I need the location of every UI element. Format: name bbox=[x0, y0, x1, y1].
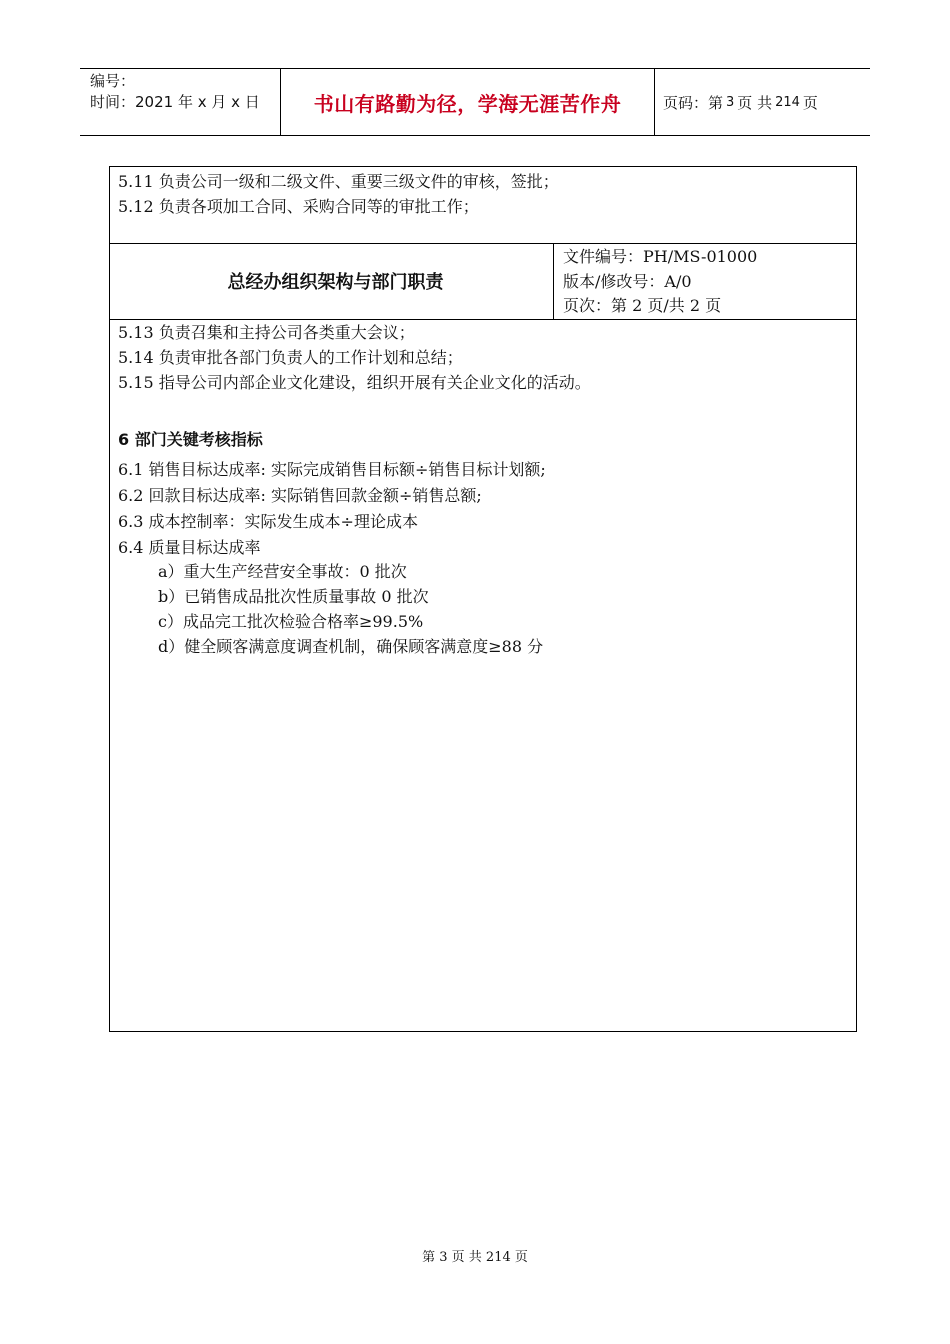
page-mid: 页 共 bbox=[737, 93, 773, 112]
kpi-sub-item: b）已销售成品批次性质量事故 0 批次 bbox=[158, 587, 429, 606]
file-number: 文件编号：PH/MS-01000 bbox=[563, 247, 758, 266]
section-heading: 6 部门关键考核指标 bbox=[118, 430, 263, 449]
duty-line: 5.12 负责各项加工合同、采购合同等的审批工作； bbox=[118, 197, 479, 216]
header-page-info bbox=[655, 69, 870, 135]
page-header bbox=[80, 68, 870, 136]
kpi-line: 6.3 成本控制率：实际发生成本÷理论成本 bbox=[118, 512, 418, 531]
document-title-row bbox=[110, 243, 856, 320]
kpi-sub-item: c）成品完工批次检验合格率≥99.5% bbox=[158, 612, 424, 631]
kpi-line: 6.2 回款目标达成率: 实际销售回款金额÷销售总额; bbox=[118, 486, 482, 505]
kpi-sub-item: d）健全顾客满意度调查机制，确保顾客满意度≥88 分 bbox=[158, 637, 544, 656]
continued-duties-block bbox=[110, 167, 856, 244]
duty-line: 5.13 负责召集和主持公司各类重大会议； bbox=[118, 323, 415, 342]
document-title: 总经办组织架构与部门职责 bbox=[227, 272, 444, 293]
duty-line: 5.15 指导公司内部企业文化建设，组织开展有关企业文化的活动。 bbox=[118, 373, 591, 392]
header-slogan: 书山有路勤为径，学海无涯苦作舟 bbox=[313, 91, 622, 116]
version-number: 版本/修改号：A/0 bbox=[563, 271, 692, 291]
document-frame bbox=[109, 166, 857, 1032]
page-total: 214 bbox=[775, 94, 800, 110]
page-footer: 第 3 页 共 214 页 bbox=[422, 1250, 528, 1265]
document-title-cell bbox=[110, 243, 554, 319]
header-center-cell bbox=[281, 69, 655, 135]
page-count: 页次：第 2 页/共 2 页 bbox=[563, 296, 722, 315]
page-suffix: 页 bbox=[802, 93, 818, 112]
document-meta-cell bbox=[554, 243, 856, 319]
page-prefix: 页码：第 bbox=[663, 93, 724, 112]
document-date: 时间：2021 年 x 月 x 日 bbox=[90, 93, 260, 111]
kpi-line: 6.4 质量目标达成率 bbox=[118, 538, 261, 557]
duty-line: 5.11 负责公司一级和二级文件、重要三级文件的审核，签批； bbox=[118, 172, 559, 191]
document-number-label: 编号： bbox=[90, 72, 136, 90]
kpi-line: 6.1 销售目标达成率: 实际完成销售目标额÷销售目标计划额; bbox=[118, 460, 546, 479]
kpi-sub-item: a）重大生产经营安全事故：0 批次 bbox=[158, 562, 407, 581]
header-left-cell bbox=[80, 69, 281, 135]
page-current: 3 bbox=[726, 94, 735, 110]
duty-line: 5.14 负责审批各部门负责人的工作计划和总结； bbox=[118, 348, 463, 367]
